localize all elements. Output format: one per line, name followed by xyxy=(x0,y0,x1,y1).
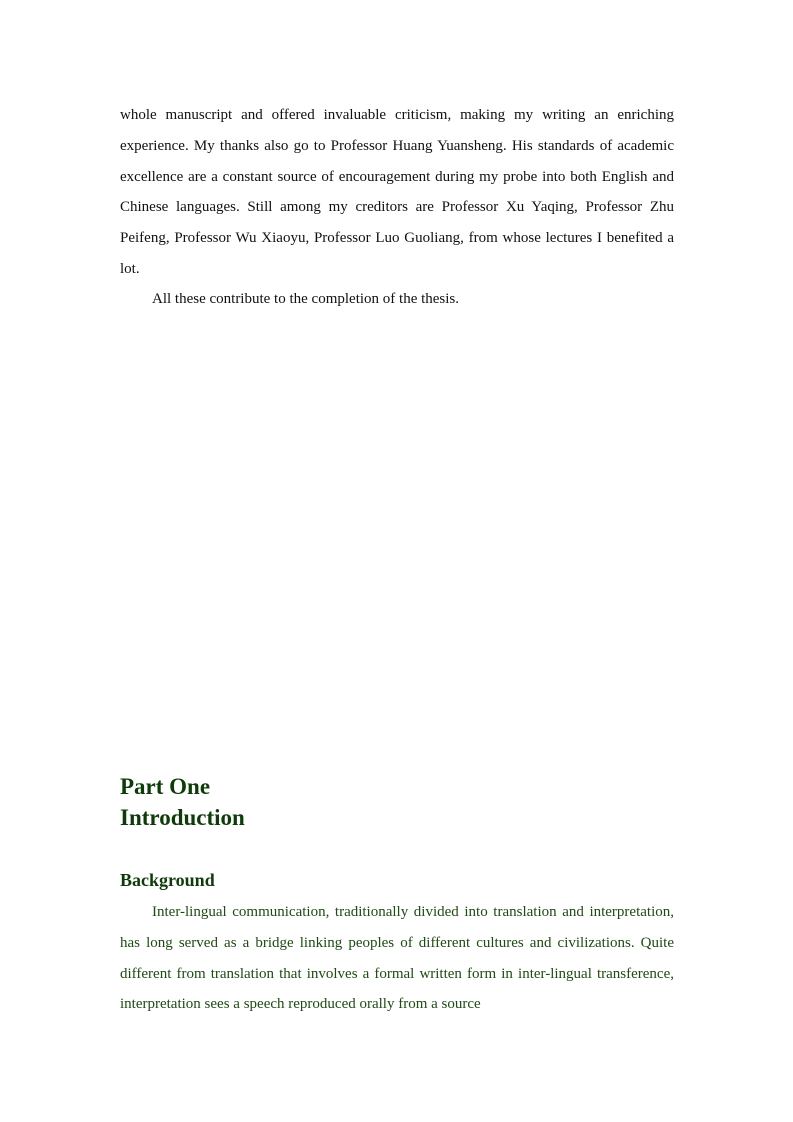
part-heading xyxy=(120,771,245,833)
part-title: Introduction xyxy=(120,805,245,830)
acknowledgement-paragraph: whole manuscript and offered invaluable criticism, making my writing an enriching experience. My thanks also go to Professor Huang Yuansheng. His standards of academic excellence are a constant source of encouragement during my probe into both English and Chinese languages. Still among my creditors are Professor Xu Yaqing, Professor Zhu Peifeng, Professor Wu Xiaoyu, Professor Luo Guoliang, from whose lectures I benefited a lot. xyxy=(120,107,674,277)
acknowledgement-closing-paragraph: All these contribute to the completion of the thesis. xyxy=(152,291,460,307)
part-label: Part One xyxy=(120,774,211,799)
background-paragraph: Inter-lingual communication, traditionally divided into translation and interpretation, has long served as a bridge linking peoples of different cultures and civilizations. Quite different from translation that involves a formal written form in inter-lingual transference, interpretation sees a speech reproduced orally from a source xyxy=(120,904,674,1013)
section-heading: Background xyxy=(120,870,215,890)
